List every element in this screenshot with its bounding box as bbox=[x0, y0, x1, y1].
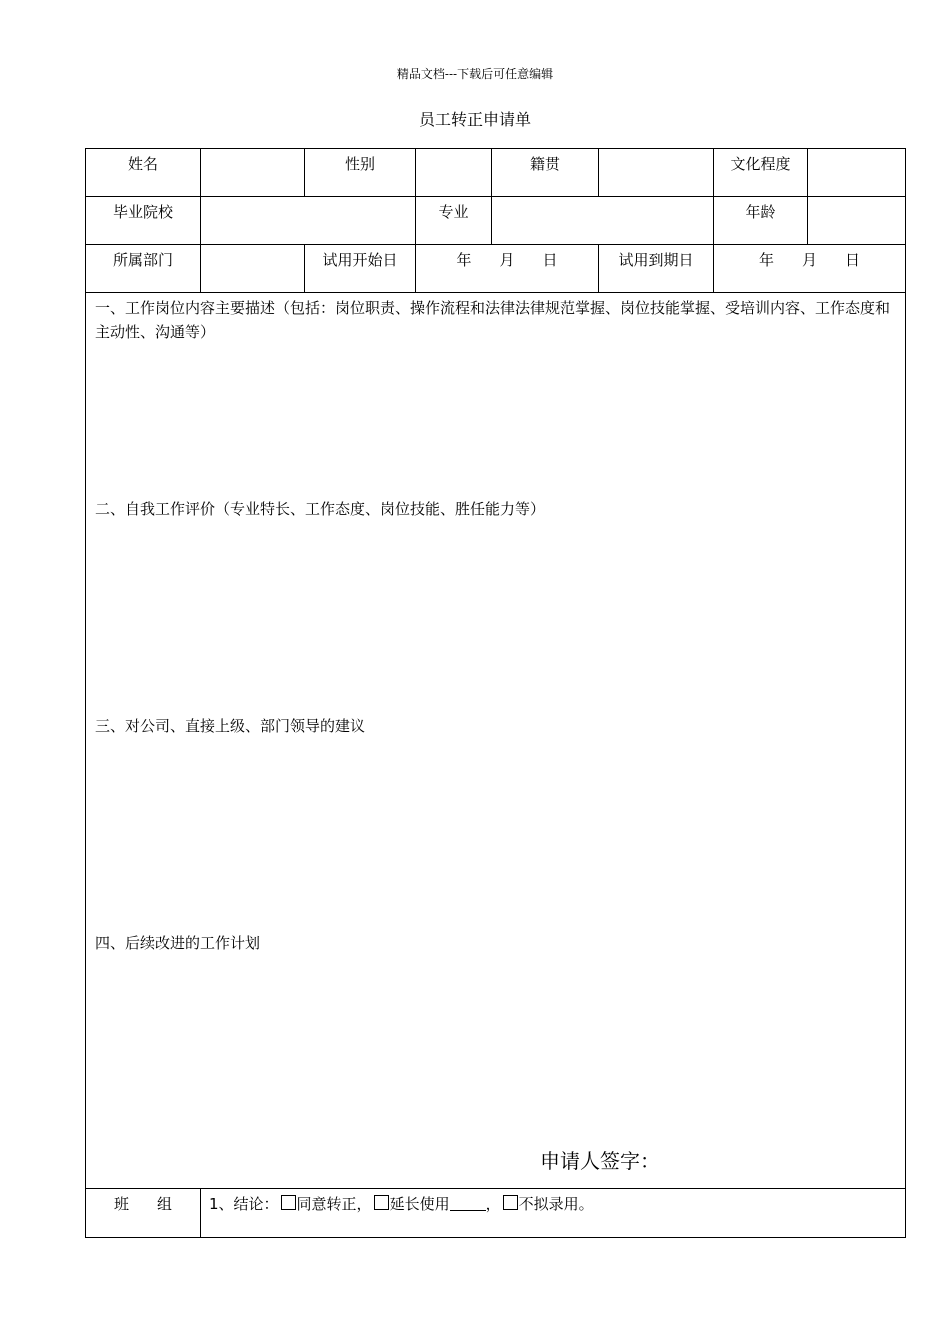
school-label: 毕业院校 bbox=[86, 197, 201, 245]
applicant-signature-label: 申请人签字： bbox=[540, 1149, 660, 1173]
agree-checkbox[interactable] bbox=[281, 1195, 296, 1210]
education-label: 文化程度 bbox=[714, 149, 808, 197]
agree-label: 同意转正， bbox=[296, 1195, 372, 1213]
extend-period-blank[interactable] bbox=[450, 1196, 486, 1211]
native-place-label: 籍贯 bbox=[492, 149, 599, 197]
reject-label: 不拟录用。 bbox=[518, 1195, 594, 1213]
education-field[interactable] bbox=[808, 149, 906, 197]
conclusion-prefix: 1、结论： bbox=[209, 1195, 279, 1213]
trial-end-month: 月 bbox=[801, 251, 817, 269]
application-form-table bbox=[85, 148, 906, 1238]
major-label: 专业 bbox=[416, 197, 492, 245]
age-label: 年龄 bbox=[714, 197, 808, 245]
trial-end-date-field[interactable] bbox=[714, 245, 906, 293]
native-place-field[interactable] bbox=[599, 149, 714, 197]
trial-start-date-field[interactable] bbox=[416, 245, 599, 293]
page-title: 员工转正申请单 bbox=[418, 110, 531, 129]
team-label-b: 组 bbox=[157, 1195, 173, 1213]
header-note: 精品文档---下载后可任意编辑 bbox=[396, 67, 554, 81]
section-job-description: 一、工作岗位内容主要描述（包括：岗位职责、操作流程和法律法律规范掌握、岗位技能掌握、受培训内容、工作态度和主动性、沟通等） bbox=[95, 299, 891, 341]
gender-label: 性别 bbox=[305, 149, 416, 197]
age-field[interactable] bbox=[808, 197, 906, 245]
school-field[interactable] bbox=[201, 197, 416, 245]
department-label: 所属部门 bbox=[86, 245, 201, 293]
extend-label: 延长使用 bbox=[389, 1195, 450, 1213]
trial-start-month: 月 bbox=[499, 251, 515, 269]
trial-start-day: 日 bbox=[542, 251, 558, 269]
trial-end-year: 年 bbox=[758, 251, 774, 269]
separator: ， bbox=[485, 1195, 501, 1213]
content-section-cell[interactable] bbox=[86, 293, 906, 1189]
name-field[interactable] bbox=[201, 149, 305, 197]
team-label bbox=[86, 1189, 201, 1238]
extend-checkbox[interactable] bbox=[374, 1195, 389, 1210]
trial-end-label: 试用到期日 bbox=[599, 245, 714, 293]
section-suggestions: 三、对公司、直接上级、部门领导的建议 bbox=[95, 717, 366, 735]
gender-field[interactable] bbox=[416, 149, 492, 197]
department-field[interactable] bbox=[201, 245, 305, 293]
section-self-evaluation: 二、自我工作评价（专业特长、工作态度、岗位技能、胜任能力等） bbox=[95, 500, 546, 518]
major-field[interactable] bbox=[492, 197, 714, 245]
reject-checkbox[interactable] bbox=[503, 1195, 518, 1210]
trial-start-year: 年 bbox=[456, 251, 472, 269]
team-label-a: 班 bbox=[113, 1195, 129, 1213]
team-conclusion bbox=[201, 1189, 906, 1238]
section-improvement-plan: 四、后续改进的工作计划 bbox=[95, 934, 261, 952]
trial-end-day: 日 bbox=[845, 251, 861, 269]
name-label: 姓名 bbox=[86, 149, 201, 197]
trial-start-label: 试用开始日 bbox=[305, 245, 416, 293]
